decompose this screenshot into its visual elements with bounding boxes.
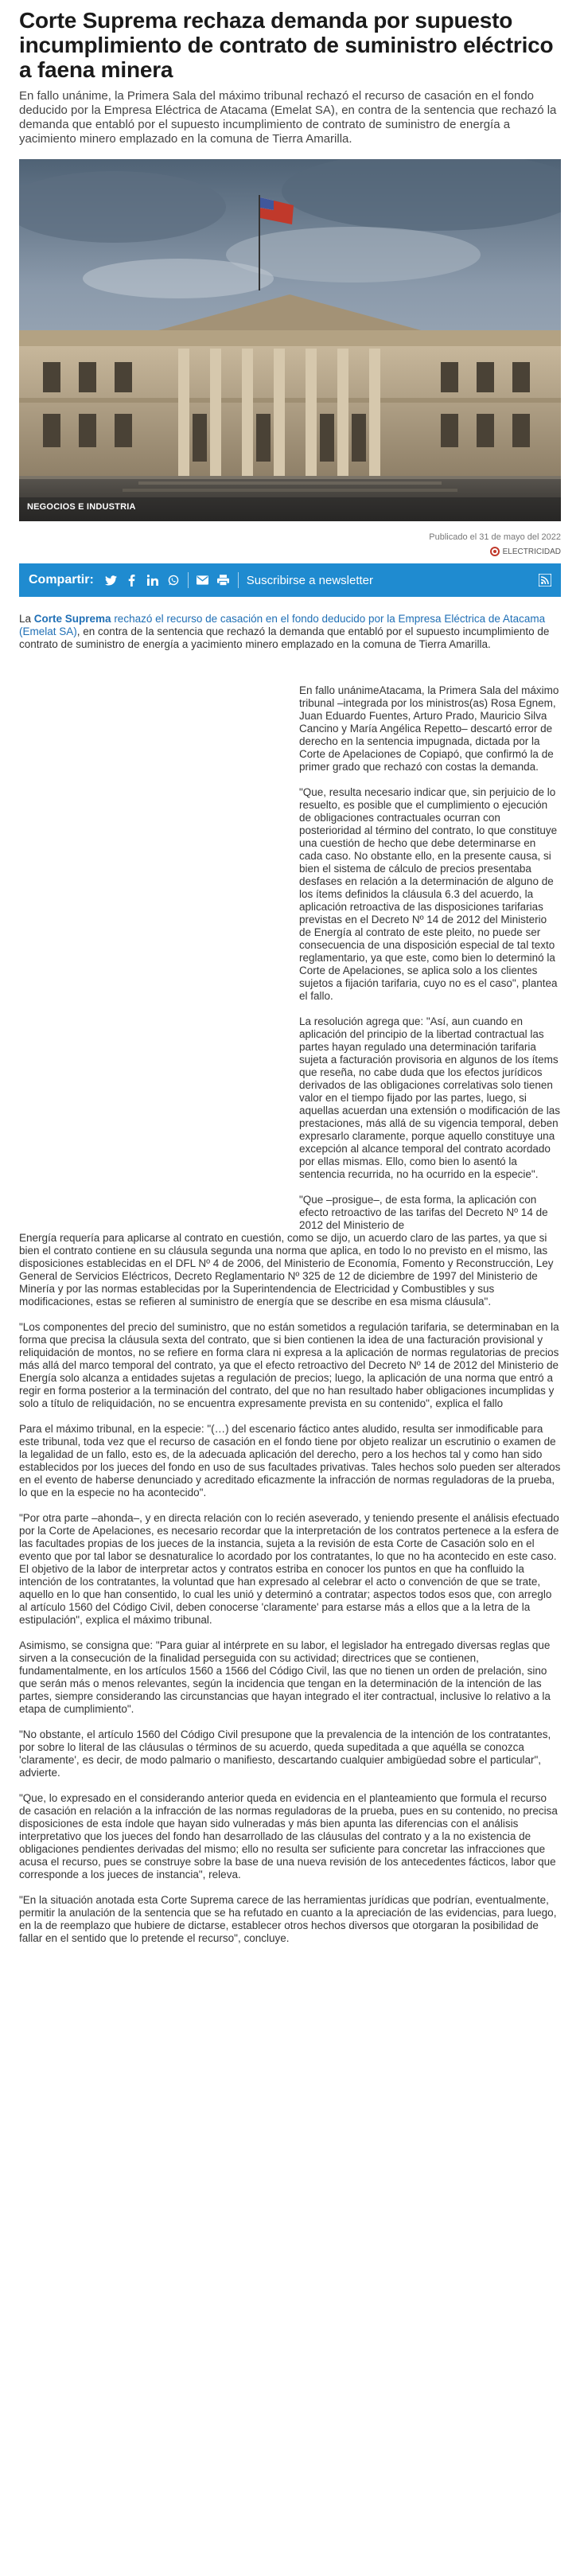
share-bar [19,563,561,597]
email-icon[interactable] [197,574,209,587]
body-paragraph: "Que, lo expresado en el considerando anterior queda en evidencia en el planteamiento que formula el recurso de casación en relación a la infracción de las normas reguladoras de la prueba, pues en su contenido, no precisa disposiciones de esta índole que hayan sido vulneradas y más bien apunta las diferencias con el análisis interpretativo que los jueces del fondo han desarrollado de las cláusulas del contrato y a la no existencia de obligaciones pendientes derivadas del mismo; ello no resulta ser suficiente para concretar las infracciones que acusa el recurso, pues se construye sobre la base de una nueva revisión de los antecedentes fácticos, labor que corresponde a los jueces de instancia", releva. [19,1792,558,1880]
courthouse-image [19,159,561,521]
category-icon [490,547,500,556]
share-divider [238,572,239,588]
article-body [19,1232,561,1945]
article-lead: En fallo unánime, la Primera Sala del máximo tribunal rechazó el recurso de casación en el fondo deducido por la Empresa Eléctrica de Atacama (Emelat SA), en contra de la sentencia que rechazó la demanda que entabló por el supuesto incumplimiento de contrato de suministro de energía a yacimiento minero emplazado en la comuna de Tierra Amarilla. [19,89,557,146]
publish-date: Publicado el 31 de mayo del 2022 [429,532,561,542]
body-paragraph: Asimismo, se consigna que: "Para guiar al intérprete en su labor, el legislador ha entregado diversas reglas que sirven a la consecución de la finalidad perseguida con su actividad; directrices que se contienen, fundamentalmente, en los artículos 1560 a 1566 del Código Civil, las que no tienen un orden de prelación, sino que serán más o menos relevantes, según la incidencia que tengan en la determinación de la intención de las partes, siempre considerando las circunstancias que hayan integrado el iter contractual, inclusive lo relativo a la etapa de cumplimiento". [19,1639,551,1715]
body-paragraph: "Por otra parte –ahonda–, y en directa relación con lo recién aseverado, y teniendo presente el análisis efectuado por la Corte de Apelaciones, es necesario recordar que la interpretación de los contratos pertenece a la esfera de las facultades propias de los jueces de la instancia, sujeta a la revisión de esta Corte de Casación solo en el evento que por tal labor se desnaturalice lo acordado por los contratantes, lo que no ha acontecido en este caso. El objetivo de la labor de interpretar actos y contratos estriba en conocer los puntos en que ha confluido la intención de los contratantes, la voluntad que han expresado al celebrar el acto o convención de que se trate, aquello en lo que han consentido, lo cual les unió y determinó a contratar; aspectos todos esos que, con arreglo al artículo 1560 del Código Civil, deben conocerse 'claramente' para estarse más a ellos que a la letra de la estipulación", explica el máximo tribunal. [19,1512,559,1626]
body-paragraph: "Los componentes del precio del suministro, que no están sometidos a regulación tarifaria, se determinaban en la forma que precisa la cláusula sexta del contrato, que si bien contienen la idea de una facturación provisional y reliquidación de montos, no se refiere en forma clara ni expresa a la aplicación de normas regulatorias de precios más allá del marco temporal del contrato, ya que el efecto retroactivo del Decreto Nº 14 de 2012 del Ministerio de Energía solo alcanza a entidades sujetas a regulación de precios; luego, la aplicación de una norma que entró a regir en forma posterior a la terminación del contrato, del que no han resultado haber obligaciones incumplidas y solo a título de reliquidación, no se encuentra expresamente prevista en su contenido", explica el fallo [19,1321,559,1409]
share-label: Compartir: [29,573,94,587]
share-divider [188,572,189,588]
body-paragraph: "Que, resulta necesario indicar que, sin perjuicio de lo resuelto, es posible que el cumplimiento o ejecución de obligaciones contractuales ocurran con posterioridad al término del contrato, lo que constituye una cuestión de hecho que debe determinarse en cada caso. No obstante ello, en la presente causa, si bien el sistema de cálculo de precios presentaba desfases en relación a la determinación de alguno de los ítems definidos la cláusula 6.3 del acuerdo, la aplicación retroactiva de las disposiciones tarifarias previstas en el Decreto Nº 14 de 2012 del Ministerio de Energía al contrato de este pleito, no puede ser consecuencia de una disposición especial de tal texto reglamentario, ya que este, como bien lo determinó la Corte de Apelaciones, se aplica solo a los clientes sujetos a fijación tarifaria, cuyo no es el caso", plantea el fallo. [299,786,558,1002]
body-paragraph: Para el máximo tribunal, en la especie: "(…) del escenario fáctico antes aludido, resulta ser inmodificable para este tribunal, toda vez que el recurso de casación en el fondo tiene por objeto realizar un escrutinio o examen de la legalidad de un fallo, esto es, de la adecuada aplicación del derecho, pero a los hechos tal y como han sido establecidos por los jueces del fondo en uso de sus facultades privativas. Tales hechos solo pueden ser alterados en el evento de haberse denunciado y acreditado eficazmente la infracción de normas reguladoras de la prueba, lo que en la especie no ha acontecido". [19,1423,561,1498]
twitter-icon[interactable] [105,574,118,587]
share-icons [105,574,180,587]
body-paragraph: "Que –prosigue–, de esta forma, la aplicación con efecto retroactivo de las tarifas del Decreto Nº 14 de 2012 del Ministerio de [299,1194,548,1231]
print-icon[interactable] [217,574,230,587]
category-label[interactable]: ELECTRICIDAD [502,547,561,556]
intro-text-post: , en contra de la sentencia que rechazó la demanda que entabló por el supuesto incumplimiento de contrato de suministro de energía a yacimiento minero emplazado en la comuna de Tierra Amarilla. [19,625,550,650]
article-headline: Corte Suprema rechaza demanda por supuesto incumplimiento de contrato de suministro eléctrico a faena minera [19,8,554,82]
body-paragraph: Energía requería para aplicarse al contrato en cuestión, como se dijo, un acuerdo claro de las partes, ya que si bien el contrato contiene en su cláusula segunda una norma que aplica, en todo lo no previsto en el mismo, las disposiciones establecidas en el DFL Nº 4 de 2006, del Ministerio de Economía, Fomento y Reconstrucción, Ley General de Servicios Eléctricos, Decreto Reglamentario Nº 325 de 12 de diciembre de 1997 del Ministerio de Minería y por las normas establecidas por la Superintendencia de Electricidad y Combustibles y sus modificaciones, estas se refieren al suministro de energía que se describe en esa misma cláusula". [19,1232,554,1307]
whatsapp-icon[interactable] [167,574,180,587]
article-photo [19,159,561,521]
facebook-icon[interactable] [126,574,138,587]
category-link[interactable] [19,547,561,556]
article-meta [19,532,561,556]
corte-suprema-link[interactable]: Corte Suprema [33,613,111,625]
linkedin-icon[interactable] [146,574,159,587]
body-paragraph: En fallo unánimeAtacama, la Primera Sala del máximo tribunal –integrada por los ministros(as) Rosa Egnem, Juan Eduardo Fuentes, Arturo Prado, Mauricio Silva Cancino y María Angélica Repetto– descartó error de derecho en la sentencia impugnada, dictada por la Corte de Apelaciones de Copiapó, que confirmó la de primer grado que rechazó con costas la demanda. [299,684,559,773]
body-paragraph: "En la situación anotada esta Corte Suprema carece de las herramientas jurídicas que podrían, eventualmente, permitir la anulación de la sentencia que se ha refutado en cuanto a la apreciación de las evidencias, para luego, en la de reemplazo que hubiere de dictarse, establecer otros hechos diversos que otorgaran la posibilidad de fallar en el sentido que lo pretende el recurso", concluye. [19,1894,557,1944]
body-paragraph: La resolución agrega que: "Así, aun cuando en aplicación del principio de la libertad contractual las partes hayan regulado una determinación tarifaria sujeta a facturación provisoria en algunos de los ítems que reseña, no cabe duda que los efectos jurídicos derivados de las obligaciones correlativas solo tienen valor en el tiempo fijado por las partes, luego, si aquellas acuerdan una extensión o modificación de las prestaciones, más allá de su vigencia temporal, deben expresarlo claramente, porque aquello constituye una excepción al alcance temporal del contrato acordado por ellas mismas. Ello, como bien lo asentó la sentencia recurrida, no ha ocurrido en la especie". [299,1015,560,1180]
body-paragraph: "No obstante, el artículo 1560 del Código Civil presupone que la prevalencia de la intención de los contratantes, por sobre lo literal de las cláusulas o términos de su acuerdo, queda supeditada a que aquélla se conozca 'claramente', es decir, de modo palmario o manifiesto, descartando cualquier ambigüedad sobre el particular", advierte. [19,1728,551,1779]
article-body-right-column [299,684,561,1232]
intro-link[interactable]: rechazó el recurso de casación en el fondo deducido por la Empresa Eléctrica de Atacama (Emelat SA) [19,613,546,637]
article-intro [19,613,561,651]
newsletter-link[interactable]: Suscribirse a newsletter [246,573,374,587]
intro-text-pre: La [19,613,34,625]
share-actions [197,574,230,587]
photo-section-tag[interactable]: NEGOCIOS E INDUSTRIA [27,502,136,512]
rss-icon[interactable] [539,574,551,587]
